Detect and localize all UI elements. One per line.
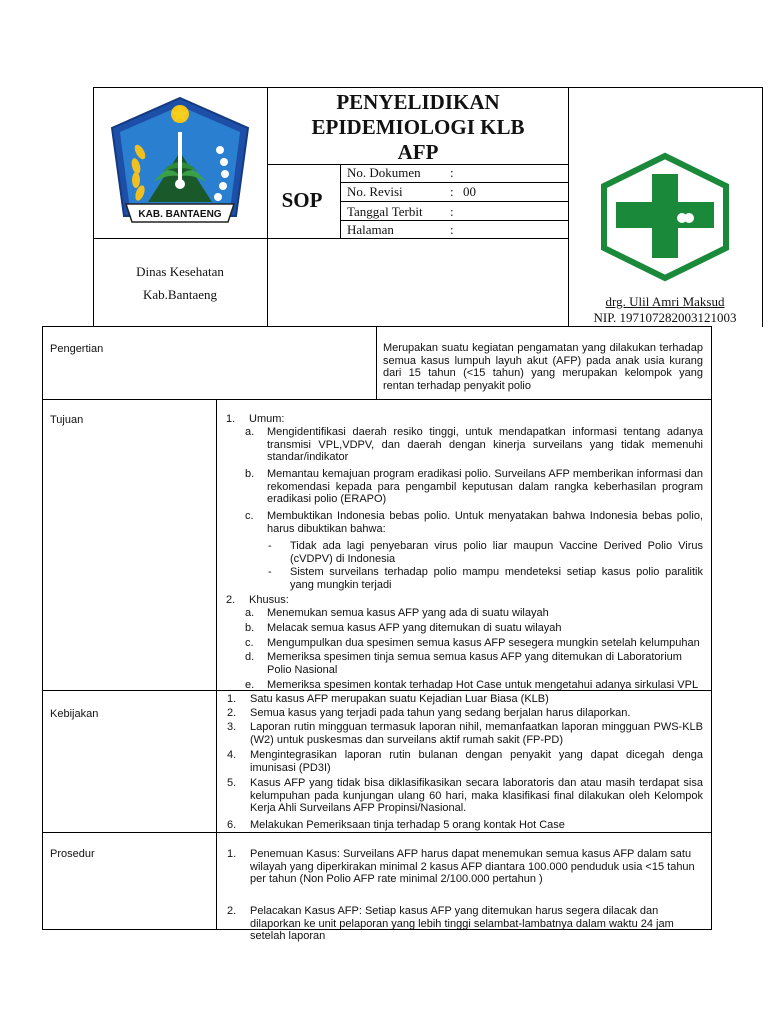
document-title xyxy=(268,90,568,165)
section-label-kebijakan: Kebijakan xyxy=(50,708,99,720)
tujuan-umum-c-mark: c. xyxy=(245,510,254,522)
header-divider-2 xyxy=(568,87,569,327)
meta-colon: : xyxy=(450,184,454,199)
meta-rule-1 xyxy=(341,182,568,183)
meta-label-tanggal-terbit: Tanggal Terbit xyxy=(347,204,423,219)
office-line-2: Kab.Bantaeng xyxy=(142,287,217,302)
tujuan-number-2: 2. xyxy=(226,594,236,606)
tujuan-khusus-e-mark: e. xyxy=(245,679,255,691)
title-line-1: PENYELIDIKAN xyxy=(336,90,500,114)
meta-colon: : xyxy=(450,222,454,237)
tujuan-khusus-d-mark: d. xyxy=(245,651,255,663)
row-rule-pengertian xyxy=(42,399,712,400)
header-border-right xyxy=(762,87,763,327)
meta-colon: : xyxy=(450,165,454,180)
bantaeng-emblem-logo xyxy=(96,92,264,236)
header-row-rule xyxy=(93,238,568,239)
prosedur-2-text: Pelacakan Kasus AFP: Setiap kasus AFP yang ditemukan harus segera dilacak dan dilaporkan ke unit pelaporan yang lebih tinggi selambat-lambatnya dalam waktu 24 jam setelah laporan xyxy=(250,905,674,942)
signer-nip: NIP. 197107282003121003 xyxy=(593,310,737,325)
meta-rule-2 xyxy=(341,201,568,202)
kebijakan-6-text: Melakukan Pemeriksaan tinja terhadap 5 orang kontak Hot Case xyxy=(250,819,565,831)
tujuan-number-1: 1. xyxy=(226,413,236,425)
meta-label-halaman: Halaman xyxy=(347,222,394,237)
kebijakan-4-text: Mengintegrasikan laporan rutin bulanan dengan penyakit yang dapat dicegah denga imunisasi (PD3I) xyxy=(250,749,703,774)
col-rule-pengertian xyxy=(376,326,377,399)
body-border-top xyxy=(42,326,712,327)
tujuan-sub-2-text: Sistem surveilans terhadap polio mampu mendeteksi setiap kasus polio paralitik yang mungkin terjadi xyxy=(290,566,703,591)
row-rule-kebijakan xyxy=(42,832,712,833)
header-border-left xyxy=(93,87,94,327)
kebijakan-1-mark: 1. xyxy=(227,693,237,705)
kebijakan-5-mark: 5. xyxy=(227,777,237,789)
header-border-top xyxy=(93,87,763,88)
kebijakan-3-mark: 3. xyxy=(227,721,237,733)
tujuan-umum-c-text: Membuktikan Indonesia bebas polio. Untuk menyatakan bahwa Indonesia bebas polio, harus dibuktikan bahwa: xyxy=(267,510,703,535)
tujuan-khusus-b-text: Melacak semua kasus AFP yang ditemukan di suatu wilayah xyxy=(267,622,562,634)
kebijakan-2-text: Semua kasus yang terjadi pada tahun yang sedang berjalan harus dilaporkan. xyxy=(250,707,631,719)
office-line-1: Dinas Kesehatan xyxy=(136,264,224,279)
body-border-left xyxy=(42,326,43,930)
tujuan-khusus-c-mark: c. xyxy=(245,637,254,649)
meta-rule-3 xyxy=(341,220,568,221)
signer-name: drg. Ulil Amri Maksud xyxy=(605,294,725,309)
tujuan-umum-b-text: Memantau kemajuan program eradikasi polio. Surveilans AFP memberikan informasi dan rekomendasi kepada para pengambil keputusan dalam rangka keberhasilan program eradikasi polio (ERAPO) xyxy=(267,468,703,505)
meta-value-no-revisi: 00 xyxy=(463,184,476,199)
tujuan-umum-b-mark: b. xyxy=(245,468,255,480)
tujuan-umum-a-text: Mengidentifikasi daerah resiko tinggi, untuk mendapatkan informasi tentang adanya transmisi VPL,VDPV, dan daerah dengan kinerja surveilans yang tidak memenuhi standar/indikator xyxy=(267,426,703,463)
tujuan-sub-1-text: Tidak ada lagi penyebaran virus polio liar maupun Vaccine Derived Polio Virus (cVDPV) di Indonesia xyxy=(290,540,703,565)
section-label-prosedur: Prosedur xyxy=(50,848,95,860)
tujuan-khusus-b-mark: b. xyxy=(245,622,255,634)
tujuan-khusus-a-mark: a. xyxy=(245,607,255,619)
kebijakan-5-text: Kasus AFP yang tidak bisa diklasifikasikan secara laboratoris dan atau masih terdapat sisa kelumpuhan pada kunjungan ulang 60 hari, maka klasifikasi final dilakukan oleh Kelompok Kerja Ahli Surveilans AFP Propinsi/Nasional. xyxy=(250,777,703,814)
tujuan-khusus-c-text: Mengumpulkan dua spesimen semua kasus AFP sesegera mungkin setelah kelumpuhan xyxy=(267,637,700,649)
tujuan-khusus-a-text: Menemukan semua kasus AFP yang ada di suatu wilayah xyxy=(267,607,549,619)
office-name xyxy=(95,260,265,306)
sop-label: SOP xyxy=(281,188,323,212)
section-label-pengertian: Pengertian xyxy=(50,343,104,355)
tujuan-khusus-label: Khusus: xyxy=(249,594,289,606)
kebijakan-6-mark: 6. xyxy=(227,819,237,831)
kebijakan-3-text: Laporan rutin mingguan termasuk laporan nihil, memanfaatkan laporan mingguan PWS-KLB (W2) untuk puskesmas dan surveilans aktif rumah sakit (FP-PD) xyxy=(250,721,703,746)
tujuan-umum-label: Umum: xyxy=(249,413,285,425)
puskesmas-cross-logo xyxy=(594,152,736,282)
tujuan-sub-1-mark: - xyxy=(268,540,272,552)
title-line-2: EPIDEMIOLOGI KLB xyxy=(311,115,525,139)
tujuan-khusus-e-text: Memeriksa spesimen kontak terhadap Hot Case untuk mengetahui adanya sirkulasi VPL xyxy=(267,679,699,691)
tujuan-sub-2-mark: - xyxy=(268,566,272,578)
meta-label-no-revisi: No. Revisi xyxy=(347,184,403,199)
kebijakan-1-text: Satu kasus AFP merupakan suatu Kejadian Luar Biasa (KLB) xyxy=(250,693,549,705)
col-rule-main xyxy=(216,399,217,929)
body-border-right xyxy=(711,326,712,930)
pengertian-text: Merupakan suatu kegiatan pengamatan yang dilakukan terhadap semua kasus lumpuh layuh akut (AFP) pada anak usia kurang dari 15 tahun (<15 tahun) yang merupakan kelompok yang rentan terhadap penyakit polio xyxy=(383,342,703,392)
title-line-3: AFP xyxy=(397,140,439,164)
tujuan-khusus-d-text: Memeriksa spesimen tinja semua semua kasus AFP yang ditemukan di Laboratorium Polio Nasional xyxy=(267,651,682,676)
signature-block xyxy=(570,294,760,326)
meta-label-no-dokumen: No. Dokumen xyxy=(347,165,421,180)
section-label-tujuan: Tujuan xyxy=(50,414,84,426)
tujuan-umum-a-mark: a. xyxy=(245,426,255,438)
prosedur-1-mark: 1. xyxy=(227,848,237,860)
kebijakan-4-mark: 4. xyxy=(227,749,237,761)
logo-banner-text: KAB. BANTAENG xyxy=(138,209,222,220)
kebijakan-2-mark: 2. xyxy=(227,707,237,719)
prosedur-1-text: Penemuan Kasus: Surveilans AFP harus dapat menemukan semua kasus AFP dalam satu wilayah yang diperkirakan minimal 2 kasus AFP diantara 100.000 penduduk usia <15 tahun per tahun (Non Polio AFP rate minimal 2/100.000 pertahun ) xyxy=(250,848,695,885)
prosedur-2-mark: 2. xyxy=(227,905,237,917)
meta-colon: : xyxy=(450,204,454,219)
